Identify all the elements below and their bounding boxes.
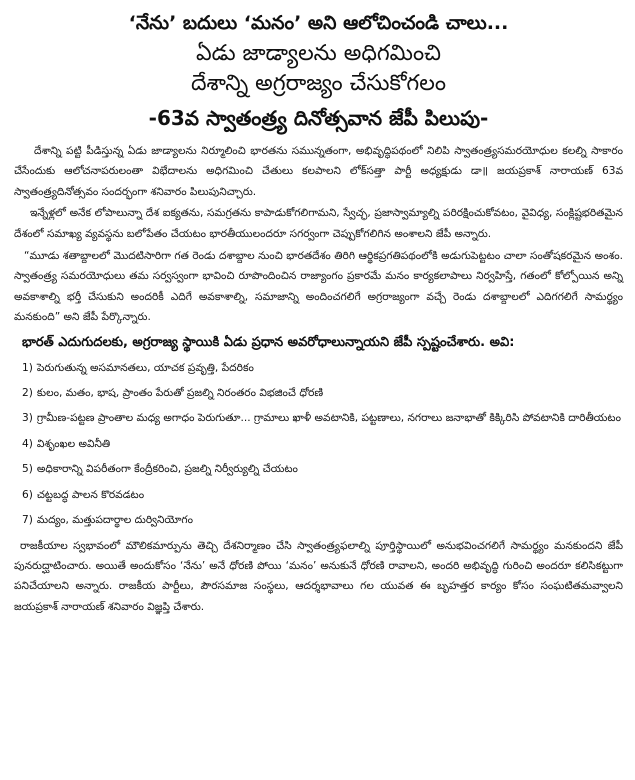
list-item-text: పెరుగుతున్న అసమానతలు, యాచక ప్రవృత్తి, పేదరికం	[36, 361, 254, 374]
list-item	[22, 358, 623, 378]
list-item-number: 6)	[22, 488, 33, 501]
list-item-number: 7)	[22, 514, 33, 527]
list-item-number: 1)	[22, 361, 33, 374]
obstacles-heading: భారత్ ఎదుగుదలకు, అగ్రరాజ్య స్థాయికి ఏడు ప్రధాన అవరోధాలున్నాయని జేపీ స్పష్టంచేశారు. అవి:	[22, 334, 515, 350]
list-item-number: 4)	[22, 437, 33, 450]
list-item-text: చట్టబద్ధ పాలన కొరవడటం	[36, 488, 145, 501]
list-item-number: 3)	[22, 412, 33, 425]
list-item-text: అధికారాన్ని విపరీతంగా కేంద్రీకరించి, ప్రజల్ని నిర్వీర్యుల్ని చేయటం	[36, 463, 298, 476]
list-item-text: మద్యం, మత్తుపదార్థాల దుర్వినియోగం	[36, 514, 193, 527]
list-item	[22, 510, 623, 530]
paragraph-intro: దేశాన్ని పట్టి పీడిస్తున్న ఏడు జాడ్యాలను నిర్మూలించి భారతను సమున్నతంగా, అభివృద్ధిపథంలో నిలిపి స్వాతంత్ర్యసమరయోధుల కలల్ని సాకారం చేసేందుకు ఆలోచనాపరులంతా విభేదాలను అధిగమించి చేతులు కలపాలని లోక్‌సత్తా పార్టీ అధ్యక్షుడు డా॥ జయప్రకాశ్ నారాయణ్ 63వ స్వాతంత్ర్యదినోత్సవం సందర్భంగా శనివారం పిలుపునిచ్చారు.	[14, 145, 623, 198]
list-item-number: 2)	[22, 387, 33, 400]
list-item	[22, 434, 623, 454]
headline-block	[14, 10, 623, 133]
headline-line-2: ఏడు జాడ్యాలను అధిగమించి	[196, 41, 441, 66]
list-item-text: విశృంఖల అవినీతి	[36, 437, 111, 450]
list-item-number: 5)	[22, 463, 33, 476]
paragraph-achievements: ఇన్నేళ్లలో అనేక లోపాలున్నా దేశ ఐక్యతను, సమగ్రతను కాపాడుకోగలిగామని, స్వేచ్ఛ, ప్రజాస్వామ్యాల్ని పరిరక్షించుకోవటం, వైవిధ్య, సంక్లిష్టభరితమైన దేశంలో సమాఖ్య వ్యవస్థను బలోపేతం చేయటం భారతీయులందరూ సగర్వంగా చెప్పుకోగలిగిన అంశాలని జేపీ అన్నారు.	[14, 207, 623, 240]
paragraph-closing: రాజకీయాల స్వభావంలో మౌలికమార్పును తెచ్చి దేశనిర్మాణం చేసి స్వాతంత్ర్యఫలాల్ని పూర్తిస్థాయిలో అనుభవించగలిగే సామర్థ్యం మనకుందని జేపీ పునరుద్ఘాటించారు. అయితే అందుకోసం ‘నేను’ అనే ధోరణి పోయి ‘మనం’ అనుకునే ధోరణి రావాలని, అందరి అభివృద్ధి గురించి అందరూ కలిసికట్టుగా పనిచేయాలని అన్నారు. రాజకీయ పార్టీలు, పౌరసమాజ సంస్థలు, ఆదర్శభావాలు గల యువత ఈ బృహత్తర కార్యం కోసం సంఘటితమవ్వాలని జయప్రకాశ్ నారాయణ్ శనివారం విజ్ఞప్తి చేశారు.	[14, 539, 623, 613]
list-item	[22, 459, 623, 479]
list-item-text: గ్రామీణ-పట్టణ ప్రాంతాల మధ్య అగాధం పెరుగుతూ... గ్రామాలు ఖాళీ అవటానికి, పట్టణాలు, నగరాలు జనాభాతో కిక్కిరిసి పోవటానికి దారితీయటం	[36, 412, 621, 425]
paragraph-quote: “మూడు శతాబ్దాలలో మొదటిసారిగా గత రెండు దశాబ్దాల నుంచి భారతదేశం తిరిగి ఆర్థికప్రగతిపథంలోకి అడుగుపెట్టటం చాలా సంతోషకరమైన అంశం. స్వాతంత్ర్య సమరయోధులు తమ సర్వస్వంగా భావించి రూపొందించిన రాజ్యాంగం ప్రకారమే మనం కార్యకలాపాలు నిర్వహిస్తే, గతంలో కోల్పోయిన అన్ని అవకాశాల్ని భర్తీ చేసుకుని అందరికీ ఎదిగే అవకాశాల్ని, సమాజాన్ని అందించగలిగే అగ్రరాజ్యంగా వచ్చే రెండు దశాబ్దాలలో ఎదిగగలిగే సామర్థ్యం మనకుంది” అని జేపీ పేర్కొన్నారు.	[14, 250, 623, 324]
headline-line-3: దేశాన్ని అగ్రరాజ్యం చేసుకోగలం	[190, 71, 447, 96]
list-item	[22, 485, 623, 505]
headline-line-4: -63వ స్వాతంత్ర్య దినోత్సవాన జేపీ పిలుపు-	[148, 106, 489, 130]
list-item-text: కులం, మతం, భాష, ప్రాంతం పేరుతో ప్రజల్ని నిరంతరం విభజించే ధోరణి	[36, 387, 324, 400]
obstacles-list	[14, 358, 623, 531]
list-item	[22, 408, 623, 428]
list-item	[22, 383, 623, 403]
headline-line-1: ‘నేను’ బదులు ‘మనం’ అని ఆలోచించండి చాలు...	[128, 12, 509, 34]
